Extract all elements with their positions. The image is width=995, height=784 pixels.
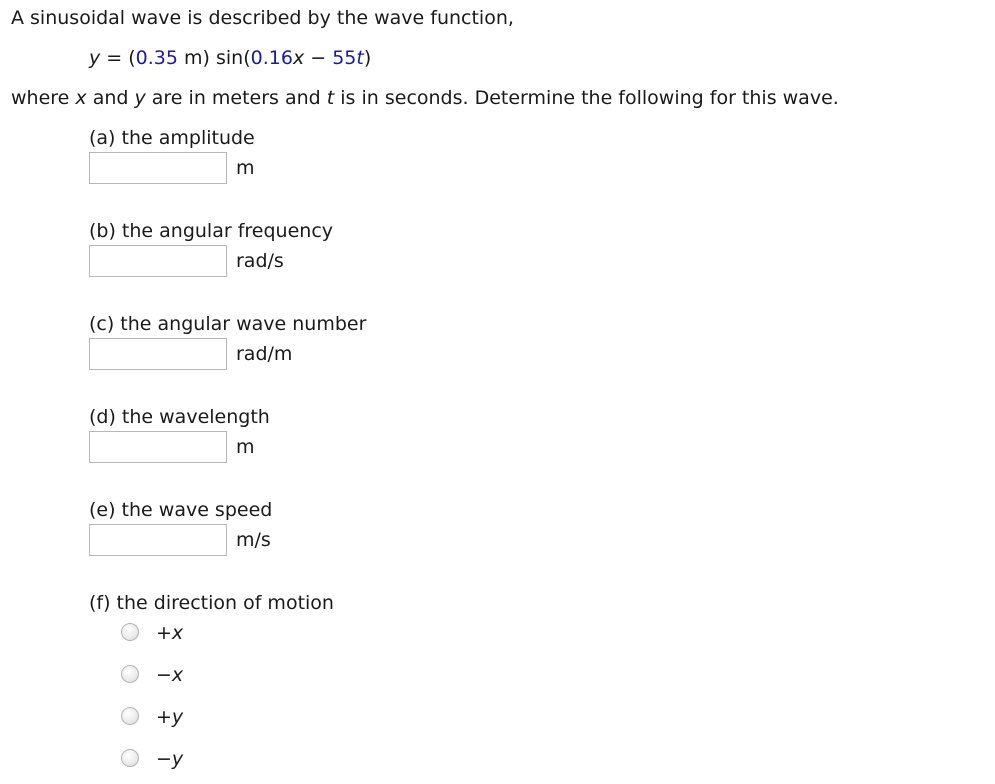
radio-label-minus-x[interactable] [156, 663, 183, 687]
question-d-label: (d) the wavelength [89, 406, 270, 428]
wave-equation [89, 46, 371, 70]
radio-button-plus-y[interactable] [121, 707, 139, 725]
equation-amp-unit: m) sin( [177, 47, 251, 69]
wave-speed-input[interactable] [89, 524, 227, 556]
where-x-var: x [75, 87, 87, 109]
where-t-var: t [326, 87, 335, 109]
equation-amplitude-value: 0.35 [135, 47, 178, 69]
option-var: x [171, 664, 184, 686]
wavelength-unit: m [236, 436, 255, 458]
option-sign: + [156, 622, 172, 644]
equation-equals: = ( [100, 47, 136, 69]
amplitude-unit: m [236, 157, 255, 179]
option-var: y [171, 748, 184, 770]
variable-description [11, 86, 839, 110]
where-text-1: where [11, 87, 76, 109]
equation-minus: − [304, 47, 333, 69]
equation-y-var: y [89, 47, 101, 69]
equation-omega-value: 55 [332, 47, 357, 69]
question-b-label: (b) the angular frequency [89, 220, 334, 242]
radio-label-plus-x[interactable] [156, 621, 183, 645]
where-text-3: are in meters and [145, 87, 327, 109]
wavelength-input[interactable] [89, 431, 227, 463]
radio-label-minus-y[interactable] [156, 747, 183, 771]
angular-frequency-input[interactable] [89, 245, 227, 277]
radio-button-minus-y[interactable] [121, 749, 139, 767]
option-var: y [171, 706, 184, 728]
wave-speed-unit: m/s [236, 529, 271, 551]
angular-wave-number-input[interactable] [89, 338, 227, 370]
option-sign: − [156, 748, 172, 770]
radio-label-plus-y[interactable] [156, 705, 183, 729]
equation-t-var: t [356, 47, 364, 69]
radio-button-plus-x[interactable] [121, 623, 139, 641]
where-y-var: y [134, 87, 146, 109]
equation-k-value: 0.16 [250, 47, 293, 69]
equation-close: ) [363, 47, 372, 69]
amplitude-input[interactable] [89, 152, 227, 184]
where-text-4: is in seconds. Determine the following for this wave. [334, 87, 839, 109]
option-sign: − [156, 664, 172, 686]
where-text-2: and [86, 87, 135, 109]
question-e-label: (e) the wave speed [89, 499, 273, 521]
radio-button-minus-x[interactable] [121, 665, 139, 683]
angular-frequency-unit: rad/s [236, 250, 284, 272]
equation-x-var: x [292, 47, 305, 69]
question-c-label: (c) the angular wave number [89, 313, 367, 335]
problem-intro: A sinusoidal wave is described by the wave function, [11, 7, 514, 29]
option-var: x [171, 622, 184, 644]
question-a-label: (a) the amplitude [89, 127, 255, 149]
option-sign: + [156, 706, 172, 728]
question-f-label: (f) the direction of motion [89, 592, 334, 614]
angular-wave-number-unit: rad/m [236, 343, 293, 365]
